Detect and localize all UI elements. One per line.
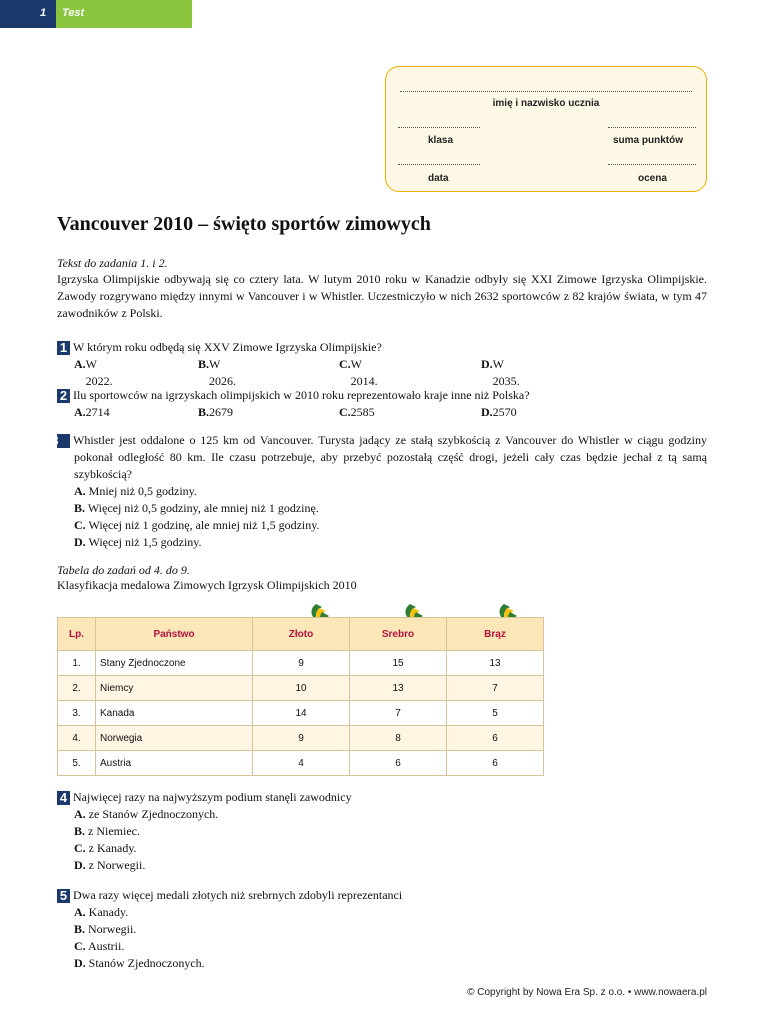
- section-label: Test: [62, 7, 85, 19]
- intro-text: Igrzyska Olimpijskie odbywają się co cztery lata. W lutym 2010 roku w Kanadzie odbyły się XXI Zimowe Igrzyska Olimpijskie. Zawody rozgrywano między innymi w Vancouver i w Whistler. Uczestniczyło w nich 2632 sportowców z 82 krajów świata, w tym 47 zawodników z Polski.: [57, 272, 707, 320]
- cell-country: Niemcy: [96, 676, 253, 701]
- option-a[interactable]: Mniej niż 0,5 godziny.: [88, 484, 197, 498]
- table-caption: Klasyfikacja medalowa Zimowych Igrzysk Olimpijskich 2010: [57, 578, 357, 592]
- option-letter: D.: [74, 956, 86, 970]
- cell-bronze: 7: [447, 676, 544, 701]
- cell-silver: 15: [350, 651, 447, 676]
- copyright-footer: © Copyright by Nowa Era Sp. z o.o. • www.nowaera.pl: [467, 987, 707, 998]
- option-letter: A.: [74, 905, 86, 919]
- option-letter: A.: [74, 405, 86, 419]
- option-a[interactable]: 2714: [85, 405, 110, 419]
- cell-lp: 2.: [58, 676, 96, 701]
- student-info-box: [385, 66, 707, 192]
- cell-gold: 14: [253, 701, 350, 726]
- option-letter: A.: [74, 807, 86, 821]
- option-d[interactable]: z Norwegii.: [88, 858, 146, 872]
- question-number: 4: [57, 791, 70, 805]
- table-header-row: [58, 618, 544, 651]
- option-c[interactable]: z Kanady.: [88, 841, 137, 855]
- medal-table: [57, 617, 544, 776]
- option-letter: C.: [74, 841, 86, 855]
- question-text: Dwa razy więcej medali złotych niż srebrnych zdobyli reprezentanci: [73, 888, 403, 902]
- option-letter: D.: [74, 535, 86, 549]
- page-header: [0, 0, 192, 28]
- question-text: Whistler jest oddalone o 125 km od Vancouver. Turysta jadący ze stałą szybkością z Vancouver do Whistler w ciągu godziny pokonał odległość 80 km. Ile czasu potrzebuje, aby przebyć pozostałą część drogi, jeżeli cały czas będzie jechał z tą samą szybkością?: [73, 433, 707, 481]
- option-letter: D.: [481, 357, 493, 371]
- cell-country: Austria: [96, 751, 253, 776]
- grade-field[interactable]: [608, 164, 696, 165]
- cell-bronze: 13: [447, 651, 544, 676]
- option-b[interactable]: 2679: [209, 405, 234, 419]
- option-letter: B.: [74, 922, 86, 936]
- page-number: 1: [40, 7, 47, 19]
- option-letter: B.: [74, 824, 86, 838]
- cell-bronze: 6: [447, 751, 544, 776]
- class-field[interactable]: [398, 127, 480, 128]
- option-d[interactable]: 2570: [492, 405, 517, 419]
- option-a[interactable]: Kanady.: [88, 905, 129, 919]
- header-bronze: Brąz: [447, 618, 544, 651]
- table-row: [58, 726, 544, 751]
- name-field[interactable]: [400, 91, 692, 92]
- option-letter: C.: [74, 518, 86, 532]
- cell-country: Stany Zjednoczone: [96, 651, 253, 676]
- name-label: imię i nazwisko ucznia: [492, 98, 600, 109]
- cell-lp: 3.: [58, 701, 96, 726]
- question-text: Ilu sportowców na igrzyskach olimpijskich w 2010 roku reprezentowało kraje inne niż Polska?: [73, 388, 530, 402]
- option-letter: A.: [74, 484, 86, 498]
- question-5: [57, 887, 707, 972]
- page-title: Vancouver 2010 – święto sportów zimowych: [57, 213, 431, 235]
- option-b[interactable]: W 2026.: [209, 357, 237, 388]
- cell-gold: 9: [253, 651, 350, 676]
- cell-gold: 9: [253, 726, 350, 751]
- option-c[interactable]: Więcej niż 1 godzinę, ale mniej niż 1,5 godziny.: [88, 518, 320, 532]
- option-letter: B.: [74, 501, 86, 515]
- table-row: [58, 751, 544, 776]
- option-letter: A.: [74, 357, 86, 371]
- option-letter: C.: [339, 405, 351, 419]
- option-d[interactable]: W 2035.: [492, 357, 520, 388]
- cell-bronze: 6: [447, 726, 544, 751]
- option-c[interactable]: W 2014.: [350, 357, 378, 388]
- question-text: Najwięcej razy na najwyższym podium stanęli zawodnicy: [73, 790, 352, 804]
- cell-silver: 13: [350, 676, 447, 701]
- intro-label: Tekst do zadania 1. i 2.: [57, 256, 168, 270]
- question-1: [57, 339, 707, 388]
- table-row: [58, 651, 544, 676]
- points-field[interactable]: [608, 127, 696, 128]
- header-lp: Lp.: [58, 618, 96, 651]
- option-c[interactable]: Austrii.: [88, 939, 125, 953]
- option-b[interactable]: Norwegii.: [88, 922, 137, 936]
- option-d[interactable]: Więcej niż 1,5 godziny.: [88, 535, 202, 549]
- cell-silver: 8: [350, 726, 447, 751]
- class-label: klasa: [428, 135, 454, 146]
- cell-silver: 7: [350, 701, 447, 726]
- page-number-tab: [0, 0, 56, 28]
- date-label: data: [428, 173, 449, 184]
- table-row: [58, 701, 544, 726]
- cell-bronze: 5: [447, 701, 544, 726]
- question-4: [57, 789, 707, 874]
- option-b[interactable]: Więcej niż 0,5 godziny, ale mniej niż 1 godzinę.: [87, 501, 319, 515]
- question-number: 2: [57, 389, 70, 403]
- points-label: suma punktów: [613, 135, 684, 146]
- header-country: Państwo: [96, 618, 253, 651]
- option-c[interactable]: 2585: [350, 405, 375, 419]
- question-text: W którym roku odbędą się XXV Zimowe Igrzyska Olimpijskie?: [73, 340, 382, 354]
- option-letter: B.: [198, 357, 210, 371]
- option-letter: C.: [339, 357, 351, 371]
- option-b[interactable]: z Niemiec.: [88, 824, 140, 838]
- option-a[interactable]: W 2022.: [85, 357, 113, 388]
- grade-label: ocena: [638, 173, 667, 184]
- cell-gold: 4: [253, 751, 350, 776]
- question-number: 1: [57, 341, 70, 355]
- cell-country: Kanada: [96, 701, 253, 726]
- table-row: [58, 676, 544, 701]
- option-letter: B.: [198, 405, 210, 419]
- option-a[interactable]: ze Stanów Zjednoczonych.: [88, 807, 219, 821]
- cell-lp: 1.: [58, 651, 96, 676]
- header-gold: Złoto: [253, 618, 350, 651]
- date-field[interactable]: [398, 164, 480, 165]
- question-number: 3: [57, 434, 70, 448]
- cell-silver: 6: [350, 751, 447, 776]
- option-d[interactable]: Stanów Zjednoczonych.: [88, 956, 205, 970]
- option-letter: D.: [74, 858, 86, 872]
- option-letter: D.: [481, 405, 493, 419]
- question-2: [57, 387, 707, 421]
- table-label: Tabela do zadań od 4. do 9.: [57, 563, 190, 577]
- question-3: [51, 432, 707, 551]
- cell-country: Norwegia: [96, 726, 253, 751]
- header-silver: Srebro: [350, 618, 447, 651]
- option-letter: C.: [74, 939, 86, 953]
- cell-lp: 5.: [58, 751, 96, 776]
- cell-lp: 4.: [58, 726, 96, 751]
- cell-gold: 10: [253, 676, 350, 701]
- section-tab: [56, 0, 192, 28]
- question-number: 5: [57, 889, 70, 903]
